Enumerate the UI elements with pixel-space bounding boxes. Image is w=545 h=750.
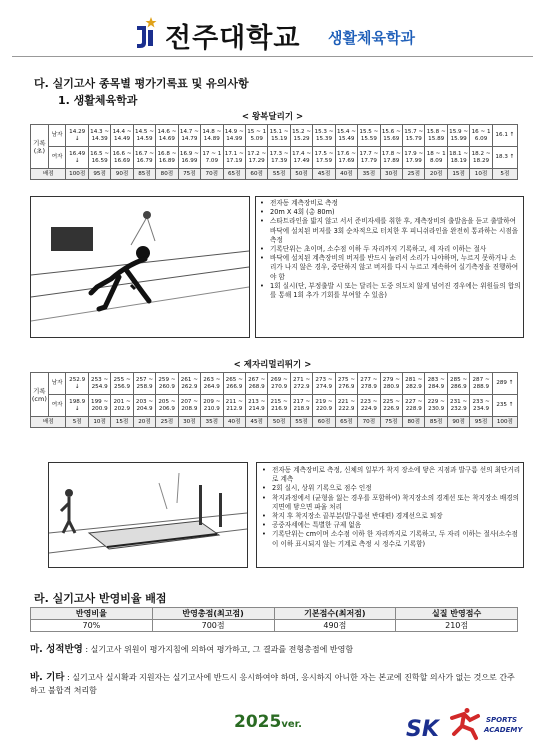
- score-label: 배점: [31, 169, 66, 180]
- range-low: 227 ~ 228.9: [405, 399, 423, 412]
- score-row: [31, 417, 518, 428]
- range-low: 15 ~ 15.09: [247, 129, 267, 142]
- range-low: 263 ~ 264.9: [203, 377, 221, 390]
- score-value: 40점: [223, 417, 245, 428]
- female-value: [156, 395, 178, 417]
- female-label: 여자: [48, 395, 66, 417]
- female-value: [88, 147, 110, 169]
- male-row: [31, 373, 518, 395]
- section-ra-title: 라. 실기고사 반영비율 배점: [34, 592, 167, 605]
- range-low: 277 ~ 278.9: [360, 377, 378, 390]
- range-low: 17.1 ~ 17.19: [224, 151, 244, 164]
- female-value: [403, 395, 425, 417]
- male-value: [223, 125, 245, 147]
- range-low: 259 ~ 260.9: [158, 377, 176, 390]
- range-low: 285 ~ 286.9: [450, 377, 468, 390]
- range-low: 14.5 ~ 14.59: [135, 129, 154, 142]
- note-item: • 1회 실시(단, 부정출발 시 또는 달리는 도중 의도치 않게 넘어진 경우에는 위원들의 합의를 통해 1회 추가 기회를 부여할 수 있음): [268, 282, 522, 300]
- range-low: 15.1 ~ 15.19: [269, 129, 289, 142]
- range-low: 17.4 ~ 17.49: [292, 151, 312, 164]
- male-value: [178, 125, 200, 147]
- note-item: • 공중자세에는 특별한 규제 없음: [270, 521, 524, 530]
- score-value: 80점: [156, 169, 178, 180]
- range-low: 18.2 ~ 18.29: [471, 151, 491, 164]
- range-low: 14.3 ~ 14.39: [90, 129, 110, 142]
- female-value: [470, 147, 492, 169]
- range-low: 17.9 ~ 17.99: [404, 151, 424, 164]
- female-label: 여자: [48, 147, 66, 169]
- range-low: 255 ~ 256.9: [113, 377, 131, 390]
- range-low: 283 ~ 284.9: [427, 377, 445, 390]
- female-value: 235 ↑: [492, 395, 517, 417]
- range-low: 257 ~ 258.9: [135, 377, 154, 390]
- note-item: • 전자동 계측장비로 측정, 신체의 일부가 착지 장소에 닿은 지점과 발구름 선의 최단거리로 계측: [270, 466, 524, 484]
- brand-text: SK: [406, 717, 439, 742]
- range-low: 15.3 ~ 15.39: [314, 129, 334, 142]
- base-value: 490점: [274, 620, 396, 632]
- range-low: 223 ~ 224.9: [360, 399, 378, 412]
- male-label: 남자: [48, 373, 66, 395]
- brand-sub2: ACADEMY: [484, 726, 523, 734]
- female-value: [156, 147, 178, 169]
- male-value: [156, 125, 178, 147]
- female-value: [313, 147, 335, 169]
- female-value: 16.49 ↓: [66, 147, 88, 169]
- male-value: [290, 373, 312, 395]
- base-header: 기본점수(최저점): [274, 608, 396, 620]
- male-value: 14.29 ↓: [66, 125, 88, 147]
- male-value: [111, 373, 133, 395]
- score-value: 70점: [201, 169, 223, 180]
- score-value: 90점: [111, 169, 133, 180]
- range-low: 14.8 ~ 14.89: [202, 129, 222, 142]
- male-value: [425, 125, 447, 147]
- range-low: 281 ~ 282.9: [405, 377, 423, 390]
- range-low: 203 ~ 204.9: [135, 399, 154, 412]
- male-value: [447, 373, 469, 395]
- range-low: 17.3 ~ 17.39: [269, 151, 289, 164]
- range-low: 17.2 ~ 17.29: [247, 151, 267, 164]
- score-value: 60점: [313, 417, 335, 428]
- female-value: [425, 395, 447, 417]
- range-low: 15.6 ~ 15.69: [381, 129, 401, 142]
- score-value: 15점: [447, 169, 469, 180]
- male-value: [156, 373, 178, 395]
- range-low: 213 ~ 214.9: [248, 399, 266, 412]
- female-value: [335, 395, 357, 417]
- range-low: 229 ~ 230.9: [427, 399, 445, 412]
- score-value: 85점: [133, 169, 155, 180]
- range-low: 15.7 ~ 15.79: [404, 129, 424, 142]
- score-value: 45점: [245, 417, 267, 428]
- score-row: [31, 169, 518, 180]
- score-value: 50점: [268, 417, 290, 428]
- score-value: 15점: [111, 417, 133, 428]
- ratio-header-row: [31, 608, 518, 620]
- score-value: 30점: [178, 417, 200, 428]
- range-low: 287 ~ 288.9: [472, 377, 490, 390]
- year-suffix: ver.: [281, 719, 302, 730]
- male-value: [380, 125, 402, 147]
- male-value: 16.1 ↑: [492, 125, 517, 147]
- female-value: [223, 147, 245, 169]
- department-name: 생활체육학과: [328, 29, 415, 47]
- range-low: 261 ~ 262.9: [180, 377, 198, 390]
- score-value: 100점: [66, 169, 88, 180]
- score-value: 20점: [133, 417, 155, 428]
- section-ba-text: : 실기고사 실시확과 지원자는 실기고사에 반드시 응시하여야 하며, 응시하지 아니한 자는 본교에 진학할 의사가 없는 것으로 간주하고 불합격 처리함: [30, 673, 515, 695]
- note-item: • 스타트라인을 밟지 않고 서서 준비자세를 취한 후, 계측장비의 출발음을 듣고 출발하여 바닥에 설치된 버저를 3회 순차적으로 터치한 후 피니쉬라인을 완전히 통과하는 시점을 측정: [268, 217, 522, 245]
- range-low: 17.5 ~ 17.59: [314, 151, 334, 164]
- range-low: 16.8 ~ 16.89: [157, 151, 177, 164]
- range-low: 207 ~ 208.9: [180, 399, 198, 412]
- jump-notes-frame: [256, 462, 524, 568]
- female-row: [31, 395, 518, 417]
- total-value: 700점: [152, 620, 274, 632]
- female-value: [178, 147, 200, 169]
- section-ma-label: 마. 성적반영: [30, 644, 83, 655]
- range-low: 269 ~ 270.9: [270, 377, 288, 390]
- shuttle-caption: < 왕복달리기 >: [241, 112, 304, 122]
- male-value: [403, 373, 425, 395]
- section-da-subtitle: 1. 생활체육학과: [58, 94, 138, 107]
- female-value: [313, 395, 335, 417]
- score-value: 65점: [335, 417, 357, 428]
- section-ma: [30, 643, 525, 656]
- record-label: 기록 (초): [31, 125, 49, 169]
- male-value: 289 ↑: [492, 373, 517, 395]
- male-value: [470, 373, 492, 395]
- female-value: [111, 395, 133, 417]
- female-value: [380, 147, 402, 169]
- score-value: 45점: [313, 169, 335, 180]
- score-value: 10점: [88, 417, 110, 428]
- section-da-title: 다. 실기고사 종목별 평가기록표 및 유의사항: [34, 77, 249, 90]
- male-value: [313, 125, 335, 147]
- range-low: 14.9 ~ 14.99: [224, 129, 244, 142]
- female-value: [358, 147, 380, 169]
- range-low: 14.4 ~ 14.49: [112, 129, 132, 142]
- range-low: 17 ~ 17.09: [202, 151, 222, 164]
- range-low: 16.6 ~ 16.69: [112, 151, 132, 164]
- range-low: 15.4 ~ 15.49: [336, 129, 356, 142]
- score-value: 50점: [290, 169, 312, 180]
- range-low: 201 ~ 202.9: [113, 399, 131, 412]
- male-value: [223, 373, 245, 395]
- score-value: 40점: [335, 169, 357, 180]
- female-value: [133, 147, 155, 169]
- female-value: [268, 147, 290, 169]
- shuttle-notes-frame: [255, 196, 524, 338]
- range-low: 233 ~ 234.9: [472, 399, 490, 412]
- female-value: [290, 395, 312, 417]
- real-value: 210점: [396, 620, 518, 632]
- range-low: 15.5 ~ 15.59: [359, 129, 379, 142]
- range-low: 15.2 ~ 15.29: [292, 129, 312, 142]
- female-value: [133, 395, 155, 417]
- range-low: 14.6 ~ 14.69: [157, 129, 177, 142]
- male-value: [133, 373, 155, 395]
- female-value: [358, 395, 380, 417]
- female-value: [88, 395, 110, 417]
- brand-sub1: SPORTS: [486, 716, 518, 724]
- range-low: 205 ~ 206.9: [158, 399, 176, 412]
- male-value: [88, 125, 110, 147]
- score-value: 35점: [358, 169, 380, 180]
- male-value: [447, 125, 469, 147]
- score-value: 95점: [88, 169, 110, 180]
- score-value: 65점: [223, 169, 245, 180]
- score-value: 5점: [492, 169, 517, 180]
- range-low: 16.9 ~ 16.99: [179, 151, 199, 164]
- male-value: [313, 373, 335, 395]
- score-value: 55점: [290, 417, 312, 428]
- range-low: 273 ~ 274.9: [315, 377, 333, 390]
- range-low: 14.7 ~ 14.79: [179, 129, 199, 142]
- score-value: 20점: [425, 169, 447, 180]
- male-value: [380, 373, 402, 395]
- male-value: [335, 373, 357, 395]
- university-name: 전주대학교: [165, 23, 301, 54]
- male-value: [470, 125, 492, 147]
- score-value: 60점: [245, 169, 267, 180]
- range-low: 215 ~ 216.9: [270, 399, 288, 412]
- range-low: 265 ~ 266.9: [225, 377, 243, 390]
- range-low: 209 ~ 210.9: [203, 399, 221, 412]
- ratio-value-row: [31, 620, 518, 632]
- female-value: [268, 395, 290, 417]
- male-value: [425, 373, 447, 395]
- note-item: • 기록단위는 초이며, 소수점 이하 두 자리까지 기록하고, 세 자리 이하는 절사: [268, 245, 522, 254]
- range-low: 279 ~ 280.9: [382, 377, 400, 390]
- ratio-table: [30, 607, 518, 632]
- range-low: 225 ~ 226.9: [382, 399, 400, 412]
- male-row: [31, 125, 518, 147]
- range-low: 267 ~ 268.9: [248, 377, 266, 390]
- range-low: 199 ~ 200.9: [91, 399, 109, 412]
- female-value: [245, 395, 267, 417]
- ratio-header: 반영비율: [31, 608, 153, 620]
- male-value: [335, 125, 357, 147]
- male-value: [245, 125, 267, 147]
- section-ba: [30, 671, 520, 697]
- range-low: 16 ~ 16.09: [471, 129, 491, 142]
- male-label: 남자: [48, 125, 66, 147]
- male-value: [358, 373, 380, 395]
- female-value: [335, 147, 357, 169]
- total-header: 반영총점(최고점): [152, 608, 274, 620]
- note-item: • 기록단위는 cm이며 소수점 이하 한 자리까지로 기록하고, 두 자리 이하는 절사(소수점이 이하 표시되지 않는 기계로 측정 시 정수로 기록함): [270, 530, 524, 548]
- score-value: 75점: [380, 417, 402, 428]
- university-logo: [133, 16, 159, 50]
- range-low: 231 ~ 232.9: [450, 399, 468, 412]
- score-value: 90점: [447, 417, 469, 428]
- female-value: [111, 147, 133, 169]
- long-jump-illustration: [48, 462, 248, 568]
- range-low: 253 ~ 254.9: [91, 377, 109, 390]
- range-low: 15.8 ~ 15.89: [426, 129, 446, 142]
- shuttle-score-table: [30, 124, 518, 180]
- score-value: 85점: [425, 417, 447, 428]
- score-value: 35점: [201, 417, 223, 428]
- male-value: [201, 373, 223, 395]
- female-row: [31, 147, 518, 169]
- range-low: 271 ~ 272.9: [292, 377, 311, 390]
- female-value: [201, 147, 223, 169]
- note-item: • 착지과정에서 (균형을 잃는 경우를 포함하여) 착지장소의 경계선 또는 착지장소 배경의 지면에 닿으면 파울 처리: [270, 494, 524, 512]
- male-value: [358, 125, 380, 147]
- range-low: 275 ~ 276.9: [337, 377, 356, 390]
- female-value: [290, 147, 312, 169]
- score-value: 55점: [268, 169, 290, 180]
- range-low: 219 ~ 220.9: [315, 399, 333, 412]
- female-value: [425, 147, 447, 169]
- range-low: 15.9 ~ 15.99: [449, 129, 469, 142]
- score-value: 95점: [470, 417, 492, 428]
- jump-score-table: [30, 372, 518, 428]
- section-ba-label: 바. 기타: [30, 672, 65, 683]
- score-value: 80점: [403, 417, 425, 428]
- section-ma-text: : 실기고사 위원이 평가지침에 의하여 평가하고, 그 결과를 전형총점에 반영함: [85, 645, 354, 654]
- male-value: [268, 125, 290, 147]
- female-value: [201, 395, 223, 417]
- note-item: • 바닥에 설치된 계측장비의 버저를 반드시 눌러서 소리가 나야하며, 누르지 못하거나 소리가 나지 않은 경우, 중단하지 않고 버저를 다시 누르고 계속하여 실기측정을 진행하여야 함: [268, 254, 522, 282]
- score-value: 10점: [470, 169, 492, 180]
- record-label: 기록 (cm): [31, 373, 49, 417]
- version-year: [234, 712, 302, 732]
- score-value: 25점: [156, 417, 178, 428]
- male-value: [133, 125, 155, 147]
- score-label: 배점: [31, 417, 66, 428]
- range-low: 16.5 ~ 16.59: [90, 151, 110, 164]
- male-value: [201, 125, 223, 147]
- shuttle-run-illustration: [30, 196, 250, 338]
- range-low: 16.7 ~ 16.79: [135, 151, 154, 164]
- jump-caption: < 제자리멀리뛰기 >: [233, 360, 312, 370]
- female-value: [223, 395, 245, 417]
- ratio-value: 70%: [31, 620, 153, 632]
- female-value: [403, 147, 425, 169]
- male-value: [178, 373, 200, 395]
- note-item: • 전자동 계측장비로 측정: [268, 199, 522, 208]
- range-low: 17.6 ~ 17.69: [336, 151, 356, 164]
- female-value: 198.9 ↓: [66, 395, 88, 417]
- male-value: [111, 125, 133, 147]
- female-value: [178, 395, 200, 417]
- range-low: 217 ~ 218.9: [292, 399, 311, 412]
- score-value: 5점: [66, 417, 88, 428]
- male-value: [290, 125, 312, 147]
- range-low: 221 ~ 222.9: [337, 399, 356, 412]
- female-value: 18.3 ↑: [492, 147, 517, 169]
- note-item: • 착지 후 착지장소 끝부분(발구름선 반대편) 경계선으로 퇴장: [270, 512, 524, 521]
- note-item: • 20m X 4회 (총 80m): [268, 208, 522, 217]
- score-value: 100점: [492, 417, 517, 428]
- score-value: 75점: [178, 169, 200, 180]
- male-value: [268, 373, 290, 395]
- score-value: 25점: [403, 169, 425, 180]
- range-low: 17.7 ~ 17.79: [359, 151, 379, 164]
- score-value: 30점: [380, 169, 402, 180]
- male-value: [88, 373, 110, 395]
- female-value: [380, 395, 402, 417]
- female-value: [245, 147, 267, 169]
- sk-sports-academy-logo: [404, 708, 524, 742]
- note-item: • 2회 실시, 상위 기록으로 점수 인정: [270, 484, 524, 493]
- range-low: 18.1 ~ 18.19: [449, 151, 469, 164]
- male-value: [403, 125, 425, 147]
- female-value: [470, 395, 492, 417]
- female-value: [447, 147, 469, 169]
- range-low: 18 ~ 18.09: [426, 151, 446, 164]
- male-value: [245, 373, 267, 395]
- year-number: 2025: [234, 712, 282, 732]
- range-low: 17.8 ~ 17.89: [381, 151, 401, 164]
- male-value: 252.9 ↓: [66, 373, 88, 395]
- range-low: 211 ~ 212.9: [225, 399, 243, 412]
- real-header: 실질 반영점수: [396, 608, 518, 620]
- female-value: [447, 395, 469, 417]
- header-divider: [12, 56, 533, 57]
- score-value: 70점: [358, 417, 380, 428]
